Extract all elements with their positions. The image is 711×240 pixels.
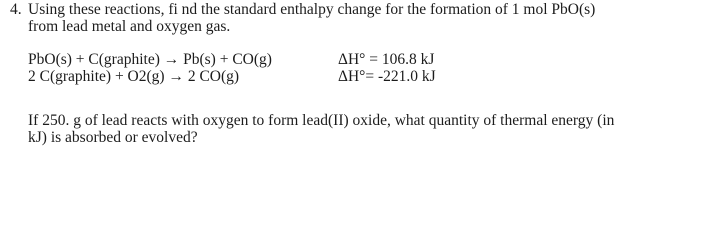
reaction-2-enthalpy: ΔH°= -221.0 kJ <box>338 68 436 85</box>
followup-line-2: kJ) is absorbed or evolved? <box>28 129 198 146</box>
question-intro-line-1: Using these reactions, fi nd the standard enthalpy change for the formation of 1 mol PbO(s) <box>28 1 596 18</box>
reaction-1-enthalpy: ΔH° = 106.8 kJ <box>338 51 435 68</box>
question-number: 4. <box>10 1 22 18</box>
followup-line-1: If 250. g of lead reacts with oxygen to form lead(II) oxide, what quantity of thermal energy (in <box>28 112 615 129</box>
reaction-1-equation: PbO(s) + C(graphite) → Pb(s) + CO(g) <box>28 51 272 68</box>
question-intro-line-2: from lead metal and oxygen gas. <box>28 18 231 35</box>
reaction-2-equation: 2 C(graphite) + O2(g) → 2 CO(g) <box>28 68 240 85</box>
